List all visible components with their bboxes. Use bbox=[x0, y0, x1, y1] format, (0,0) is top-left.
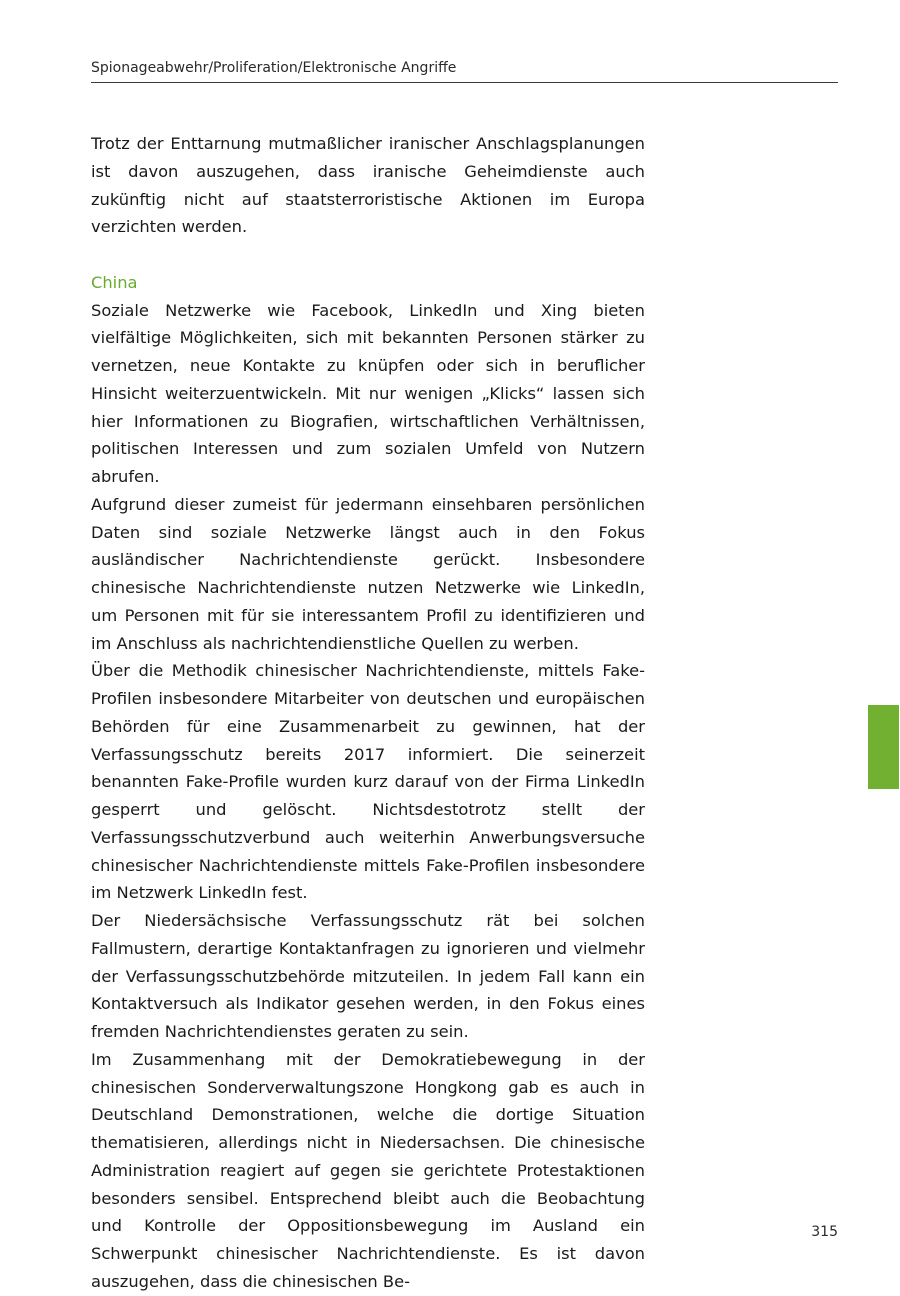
body-paragraph: Aufgrund dieser zumeist für jedermann einsehbaren persönlichen Daten sind soziale Netzwerke längst auch in den Fokus ausländischer Nachrichtendienste gerückt. Insbesondere chinesische Nachrichtendienste nutzen Netzwerke wie LinkedIn, um Personen mit für sie interessantem Profil zu identifizieren und im Anschluss als nachrichtendienstliche Quellen zu werben. bbox=[91, 494, 645, 653]
body-paragraph: Über die Methodik chinesischer Nachrichtendienste, mittels Fake-Profilen insbesondere Mitarbeiter von deutschen und europäischen Behörden für eine Zusammenarbeit zu gewinnen, hat der Verfassungsschutz bereits 2017 informiert. Die seinerzeit benannten Fake-Profile wurden kurz darauf von der Firma LinkedIn gesperrt und gelöscht. Nichtsdestotrotz stellt der Verfassungsschutzverbund auch weiterhin Anwerbungsversuche chinesischer Nachrichtendienste mittels Fake-Profilen insbesondere im Netzwerk LinkedIn fest. bbox=[91, 661, 645, 903]
body-paragraph: Im Zusammenhang mit der Demokratiebewegung in der chinesischen Sonderverwaltungszone Hongkong gab es auch in Deutschland Demonstrationen, welche die dortige Situation thematisieren, allerdings nicht in Niedersachsen. Die chinesische Administration reagiert auf gegen sie gerichtete Protestaktionen besonders sensibel. Entsprechend bleibt auch die Beobachtung und Kontrolle der Oppositionsbewegung im Ausland ein Schwerpunkt chinesischer Nachrichtendienste. Es ist davon auszugehen, dass die chinesischen Be- bbox=[91, 1049, 645, 1291]
section-heading-china: China bbox=[91, 272, 138, 292]
page-body bbox=[91, 130, 645, 1296]
running-header bbox=[91, 58, 838, 83]
page-number: 315 bbox=[811, 1224, 838, 1240]
running-header-title: Spionageabwehr/Proliferation/Elektronische Angriffe bbox=[91, 60, 457, 76]
chapter-side-tab bbox=[868, 705, 899, 789]
intro-paragraph: Trotz der Enttarnung mutmaßlicher iranischer Anschlagsplanungen ist davon auszugehen, dass iranische Geheimdienste auch zukünftig nicht auf staatsterroristische Aktionen im Europa verzichten werden. bbox=[91, 134, 645, 237]
body-paragraph: Der Niedersächsische Verfassungsschutz rät bei solchen Fallmustern, derartige Kontaktanfragen zu ignorieren und vielmehr der Verfassungsschutzbehörde mitzuteilen. In jedem Fall kann ein Kontaktversuch als Indikator gesehen werden, in den Fokus eines fremden Nachrichtendienstes geraten zu sein. bbox=[91, 911, 645, 1041]
body-paragraph: Soziale Netzwerke wie Facebook, LinkedIn und Xing bieten vielfältige Möglichkeiten, sich mit bekannten Personen stärker zu vernetzen, neue Kontakte zu knüpfen oder sich in beruflicher Hinsicht weiterzuentwickeln. Mit nur wenigen „Klicks“ lassen sich hier Informationen zu Biografien, wirtschaftlichen Verhältnissen, politischen Interessen und zum sozialen Umfeld von Nutzern abrufen. bbox=[91, 300, 645, 486]
